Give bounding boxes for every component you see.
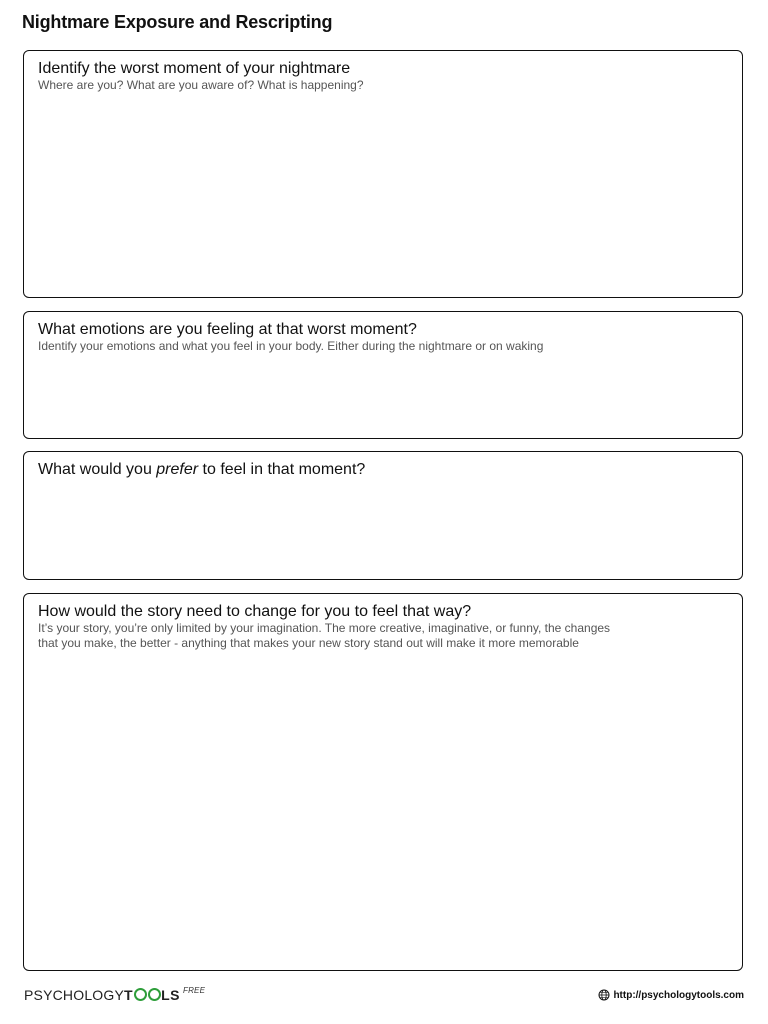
- logo-word-tools: [124, 987, 180, 1003]
- worst-moment-section: [23, 50, 743, 298]
- emotions-answer-field[interactable]: [38, 358, 728, 428]
- preferred-feeling-answer-field[interactable]: [38, 483, 728, 571]
- section-subtitle: Where are you? What are you aware of? What is happening?: [38, 78, 364, 92]
- section-subtitle: Identify your emotions and what you feel in your body. Either during the nightmare or on waking: [38, 339, 544, 353]
- section-subtitle-line-1: It’s your story, you’re only limited by your imagination. The more creative, imaginative, or funny, the changes: [38, 621, 611, 635]
- section-title: [38, 460, 728, 479]
- preferred-feeling-section: [23, 451, 743, 580]
- story-change-section: [23, 593, 743, 971]
- website-link[interactable]: [598, 989, 744, 1001]
- section-title-emphasis: prefer: [156, 461, 199, 478]
- section-title-start: What would you: [38, 461, 157, 478]
- logo-word-psychology: PSYCHOLOGY: [24, 987, 125, 1003]
- website-url-text: http://psychologytools.com: [613, 989, 744, 1001]
- worst-moment-answer-field[interactable]: [38, 97, 728, 287]
- globe-icon: [598, 989, 610, 1001]
- logo-o-icon: [134, 988, 147, 1001]
- logo-free-label: FREE: [182, 986, 206, 995]
- psychology-tools-logo: [24, 987, 205, 1003]
- logo-letters-ls: LS: [161, 987, 180, 1003]
- section-title-end: to feel in that moment?: [198, 461, 366, 478]
- section-title: Identify the worst moment of your nightmare: [38, 60, 351, 77]
- story-change-answer-field[interactable]: [38, 655, 728, 955]
- logo-o-icon: [148, 988, 161, 1001]
- section-title: What emotions are you feeling at that worst moment?: [38, 321, 417, 338]
- page-title: Nightmare Exposure and Rescripting: [22, 12, 333, 32]
- section-subtitle-line-2: that you make, the better - anything that makes your new story stand out will make it more memorable: [38, 636, 579, 650]
- emotions-section: [23, 311, 743, 439]
- logo-letter-t: T: [124, 987, 134, 1003]
- section-title: How would the story need to change for you to feel that way?: [38, 603, 472, 620]
